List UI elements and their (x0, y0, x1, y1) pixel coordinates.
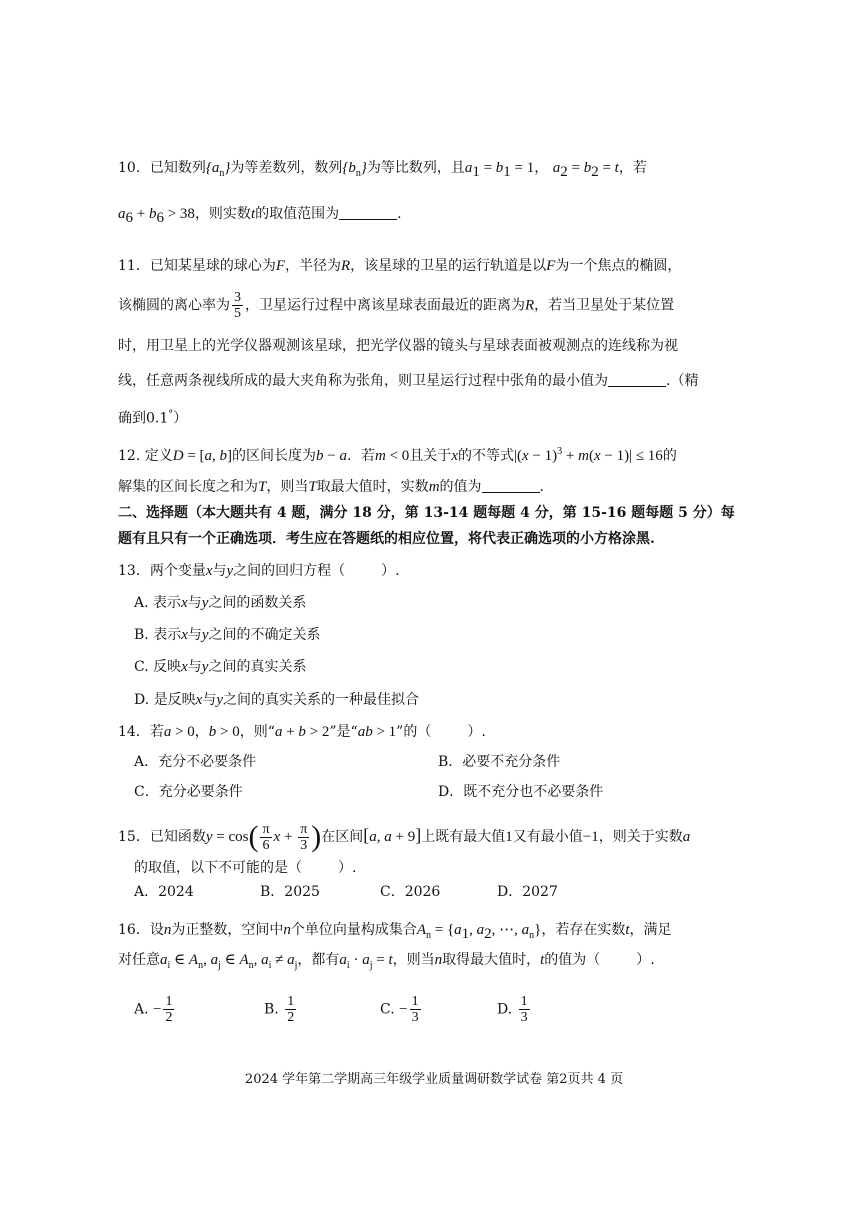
question-15-option-b: B．2025 (260, 884, 320, 900)
question-13-option-c: C. 反映x与y之间的真实关系 (134, 659, 307, 675)
question-11-line-4: 线，任意两条视线所成的最大夹角称为张角，则卫星运行过程中张角的最小值为 .（精 (118, 373, 699, 389)
question-10-line-2: $a_6 + b_6 > 38$，则实数t的取值范围为 . (118, 206, 402, 226)
question-16-option-d: D. $\frac{1}{3}$ (497, 994, 528, 1025)
section-2-heading: 二、选择题（本大题共有 4 题，满分 18 分，第 13-14 题每题 4 分，第 15-16 题每题 5 分）每 (118, 505, 735, 521)
question-11-line-3: 时，用卫星上的光学仪器观测该星球，把光学仪器的镜头与星球表面被观测点的连线称为视 (118, 338, 678, 354)
section-2-instruction: 题有且只有一个正确选项．考生应在答题纸的相应位置，将代表正确选项的小方格涂黑. (118, 531, 655, 547)
question-14-option-a: A．充分不必要条件 (134, 754, 257, 770)
answer-blank (482, 478, 540, 493)
question-12-line-1: 12. 定义D = [a, b]的区间长度为b − a．若m < 0且关于x的不等式$|(x - 1)^3 + m(x - 1)| \le 16$的 (118, 446, 677, 464)
question-16-line-2: 对任意$a_i$ ∈ $A_n$, $a_j$ ∈ $A_n$, $a_i \ne a_j$，都有$a_i \cdot a_j = t$，则当n取得最大值时，t的值为（ ）. (118, 952, 655, 971)
question-14-option-d: D．既不充分也不必要条件 (438, 784, 604, 800)
question-11-line-2: 该椭圆的离心率为 $\frac{3}{5}$ ，卫星运行过程中离该星球表面最近的距离为R，若当卫星处于某位置 (118, 290, 675, 321)
question-15-option-d: D．2027 (497, 884, 558, 900)
question-14-option-c: C．充分必要条件 (134, 784, 243, 800)
question-14-option-b: B．必要不充分条件 (438, 754, 561, 770)
question-15-option-c: C．2026 (380, 884, 441, 900)
question-16-option-b: B. $\frac{1}{2}$ (264, 994, 295, 1025)
page-footer: 2024 学年第二学期高三年级学业质量调研数学试卷 第2页共 4 页 (244, 1072, 624, 1087)
question-16-line-1: 16．设n为正整数，空间中n个单位向量构成集合$A_n = \{a_1$, $a_2$, ⋯, $a_n$}，若存在实数t，满足 (118, 922, 672, 942)
question-number: 10． (118, 160, 150, 176)
question-12-line-2: 解集的区间长度之和为T，则当T取最大值时，实数m的值为 . (118, 479, 544, 495)
answer-blank (339, 205, 397, 220)
question-13-stem: 13．两个变量x与y之间的回归方程（ ）. (118, 563, 400, 579)
question-14-stem: 14．若a > 0，b > 0，则“a + b > 2”是“ab > 1”的（ ）. (118, 724, 486, 740)
fraction-3-5: $\frac{3}{5}$ (234, 290, 241, 321)
question-11-line-1: 11．已知某星球的球心为F，半径为R，该星球的卫星的运行轨道是以F为一个焦点的椭圆， (118, 258, 682, 274)
question-16-option-a: A. − $\frac{1}{2}$ (134, 994, 173, 1025)
question-13-option-a: A. 表示x与y之间的函数关系 (134, 595, 307, 611)
question-10-line-1: 10．已知数列$\{a_n\}$为等差数列，数列$\{b_n\}$为等比数列，且$a_1 = b_1 = 1$， $a_2 = b_2 = t$，若 (118, 160, 647, 180)
question-15-option-a: A．2024 (134, 884, 194, 900)
question-11-line-5: 确到0.1°） (118, 409, 188, 427)
question-16-option-c: C. − $\frac{1}{3}$ (380, 994, 419, 1025)
question-15-line-2: 的取值，以下不可能的是（ ）. (134, 860, 357, 876)
question-15-line-1: 15．已知函数y = cos( $\frac{\pi}{6}$ x + $\frac{\pi}{3}$ )在区间[a, a + 9]上既有最大值1又有最小值−1，则关于实数a (118, 820, 691, 853)
question-13-option-d: D. 是反映x与y之间的真实关系的一种最佳拟合 (134, 692, 419, 708)
question-13-option-b: B. 表示x与y之间的不确定关系 (134, 627, 321, 643)
answer-blank (608, 372, 666, 387)
